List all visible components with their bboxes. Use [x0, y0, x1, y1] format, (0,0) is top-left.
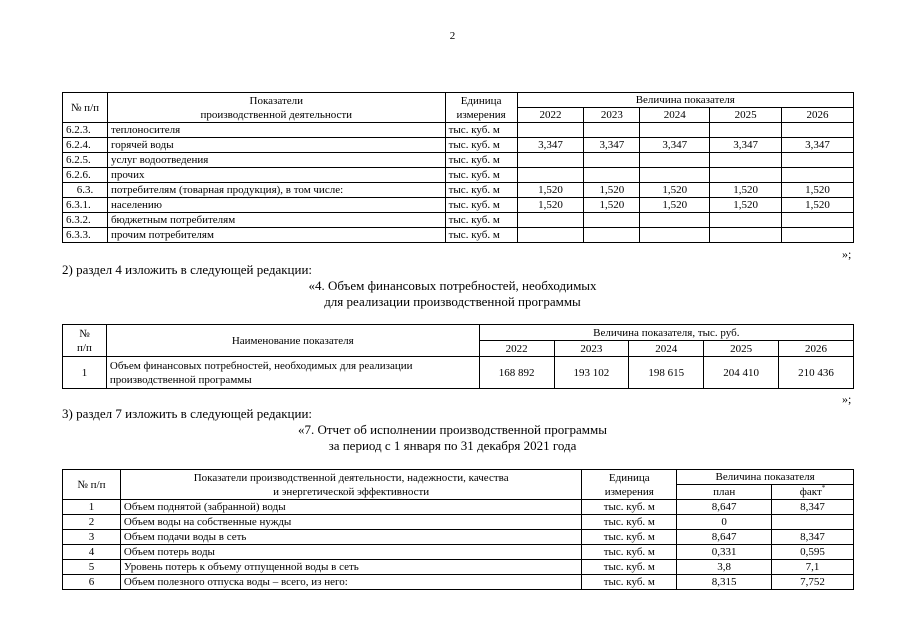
row-num: 5: [63, 560, 121, 575]
row-name: [106, 357, 479, 389]
row-value: 3,347: [710, 138, 782, 153]
row-value: [584, 228, 640, 243]
table-row: [63, 530, 854, 545]
table-row: [63, 198, 854, 213]
row-value: 3,347: [640, 138, 710, 153]
t2-header-year: 2026: [779, 341, 854, 357]
row-plan: 8,647: [677, 530, 772, 545]
row-value: 168 892: [479, 357, 554, 389]
header-year: 2023: [584, 108, 640, 123]
row-unit: тыс. куб. м: [445, 183, 517, 198]
row-unit: тыс. куб. м: [445, 213, 517, 228]
section7-title-line1: «7. Отчет об исполнении производственной программы: [297, 422, 607, 437]
table-row: [63, 183, 854, 198]
row-value: [517, 153, 584, 168]
row-value: [640, 228, 710, 243]
row-value: [517, 213, 584, 228]
row-value: 204 410: [704, 357, 779, 389]
row-value: 193 102: [554, 357, 629, 389]
t2-header-year: 2022: [479, 341, 554, 357]
row-name-line: производственной программы: [109, 373, 252, 386]
row-value: 1,520: [517, 198, 584, 213]
row-unit: тыс. куб. м: [445, 153, 517, 168]
row-unit: тыс. куб. м: [445, 228, 517, 243]
section7-title-line2: за период с 1 января по 31 декабря 2021 года: [328, 438, 577, 453]
production-indicators-table: [62, 92, 854, 243]
row-value: [640, 213, 710, 228]
row-name: услуг водоотведения: [107, 153, 445, 168]
header-num: № п/п: [63, 93, 108, 123]
row-num: 3: [63, 530, 121, 545]
t3-header-value: Величина показателя: [677, 470, 854, 485]
row-value: 1,520: [640, 183, 710, 198]
table-row: [63, 153, 854, 168]
row-num: 6.3.2.: [63, 213, 108, 228]
row-num: 6.2.3.: [63, 123, 108, 138]
row-value: [517, 228, 584, 243]
row-num: 4: [63, 545, 121, 560]
row-fact: 0,595: [772, 545, 854, 560]
row-num: 1: [63, 500, 121, 515]
row-name: Объем потерь воды: [120, 545, 581, 560]
row-value: [710, 168, 782, 183]
t3-header-plan: план: [677, 485, 772, 500]
row-value: [640, 168, 710, 183]
row-value: [782, 213, 854, 228]
row-num: 6.2.6.: [63, 168, 108, 183]
header-year: 2025: [710, 108, 782, 123]
row-plan: 3,8: [677, 560, 772, 575]
row-unit: тыс. куб. м: [582, 515, 677, 530]
header-year: 2024: [640, 108, 710, 123]
row-name: Объем полезного отпуска воды – всего, из него:: [120, 575, 581, 590]
header-value: Величина показателя: [517, 93, 853, 108]
row-name: населению: [107, 198, 445, 213]
row-name-line: Объем финансовых потребностей, необходимых для реализации: [109, 359, 413, 372]
row-value: 3,347: [517, 138, 584, 153]
row-value: [640, 123, 710, 138]
execution-report-table: [62, 469, 854, 590]
row-unit: тыс. куб. м: [445, 123, 517, 138]
row-unit: тыс. куб. м: [445, 168, 517, 183]
row-num: 6: [63, 575, 121, 590]
row-plan: 0,331: [677, 545, 772, 560]
table-row: [63, 575, 854, 590]
row-value: 1,520: [517, 183, 584, 198]
row-name: потребителям (товарная продукция), в том числе:: [107, 183, 445, 198]
row-name: теплоносителя: [107, 123, 445, 138]
row-value: [640, 153, 710, 168]
row-unit: тыс. куб. м: [445, 138, 517, 153]
row-name: прочим потребителям: [107, 228, 445, 243]
row-value: [782, 123, 854, 138]
table-row: [63, 138, 854, 153]
table-row: [63, 545, 854, 560]
t2-header-year: 2023: [554, 341, 629, 357]
section7-intro: 3) раздел 7 изложить в следующей редакции:: [62, 406, 313, 421]
t2-header-num: № п/п: [63, 325, 107, 357]
row-plan: 8,315: [677, 575, 772, 590]
t2-header-year: 2024: [629, 341, 704, 357]
row-fact: 8,347: [772, 530, 854, 545]
table-row: [63, 228, 854, 243]
row-num: 6.3.1.: [63, 198, 108, 213]
row-value: [584, 168, 640, 183]
row-value: 1,520: [640, 198, 710, 213]
table-row: [63, 500, 854, 515]
section4-title-line2: для реализации производственной программы: [324, 294, 581, 309]
row-num: 6.2.5.: [63, 153, 108, 168]
row-value: 198 615: [629, 357, 704, 389]
row-value: 1,520: [584, 198, 640, 213]
row-value: 1,520: [710, 198, 782, 213]
row-value: [782, 228, 854, 243]
t3-header-fact: факт*: [772, 485, 854, 500]
section4-intro: 2) раздел 4 изложить в следующей редакции:: [62, 262, 313, 277]
row-value: [782, 153, 854, 168]
row-unit: тыс. куб. м: [582, 575, 677, 590]
row-value: [710, 228, 782, 243]
header-unit: Единица измерения: [445, 93, 517, 123]
table-row: [63, 123, 854, 138]
row-name: горячей воды: [107, 138, 445, 153]
t2-header-value: Величина показателя, тыс. руб.: [479, 325, 853, 341]
row-value: [782, 168, 854, 183]
row-value: 210 436: [779, 357, 854, 389]
row-num: 6.2.4.: [63, 138, 108, 153]
row-value: 3,347: [782, 138, 854, 153]
page-number: 2: [449, 30, 456, 42]
row-value: [710, 213, 782, 228]
row-unit: тыс. куб. м: [582, 545, 677, 560]
row-name: Уровень потерь к объему отпущенной воды в сеть: [120, 560, 581, 575]
t2-header-name: Наименование показателя: [106, 325, 479, 357]
row-name: Объем поднятой (забранной) воды: [120, 500, 581, 515]
row-fact: 8,347: [772, 500, 854, 515]
row-unit: тыс. куб. м: [582, 500, 677, 515]
t3-header-indicator: Показатели производственной деятельности, надежности, качества и энергетической эффективности: [120, 470, 581, 500]
t3-header-num: № п/п: [63, 470, 121, 500]
row-num: 2: [63, 515, 121, 530]
row-plan: 0: [677, 515, 772, 530]
row-value: 1,520: [710, 183, 782, 198]
close-quote-2: »;: [842, 392, 852, 406]
row-value: [710, 123, 782, 138]
row-value: [584, 213, 640, 228]
header-indicator: Показатели производственной деятельности: [107, 93, 445, 123]
row-value: [584, 153, 640, 168]
row-num: 1: [63, 357, 107, 389]
row-fact: 7,752: [772, 575, 854, 590]
row-fact: [772, 515, 854, 530]
table-row: [63, 168, 854, 183]
section4-title-line1: «4. Объем финансовых потребностей, необходимых: [308, 278, 597, 293]
table-row: [63, 560, 854, 575]
row-unit: тыс. куб. м: [582, 560, 677, 575]
table-row: [63, 213, 854, 228]
close-quote-1: »;: [842, 247, 852, 261]
t3-header-unit: Единица измерения: [582, 470, 677, 500]
row-value: [584, 123, 640, 138]
row-name: Объем воды на собственные нужды: [120, 515, 581, 530]
row-value: [710, 153, 782, 168]
financial-needs-table: [62, 324, 854, 389]
row-name: Объем подачи воды в сеть: [120, 530, 581, 545]
t2-header-year: 2025: [704, 341, 779, 357]
table-row: [63, 515, 854, 530]
row-name: бюджетным потребителям: [107, 213, 445, 228]
row-unit: тыс. куб. м: [445, 198, 517, 213]
row-value: [517, 123, 584, 138]
row-value: 1,520: [584, 183, 640, 198]
row-value: 1,520: [782, 183, 854, 198]
header-year: 2022: [517, 108, 584, 123]
row-plan: 8,647: [677, 500, 772, 515]
header-year: 2026: [782, 108, 854, 123]
row-num: 6.3.: [63, 183, 108, 198]
row-value: 3,347: [584, 138, 640, 153]
row-unit: тыс. куб. м: [582, 530, 677, 545]
row-fact: 7,1: [772, 560, 854, 575]
table-row: [63, 357, 854, 389]
row-value: [517, 168, 584, 183]
row-name: прочих: [107, 168, 445, 183]
row-num: 6.3.3.: [63, 228, 108, 243]
footnote-mark: *: [821, 484, 826, 492]
row-value: 1,520: [782, 198, 854, 213]
